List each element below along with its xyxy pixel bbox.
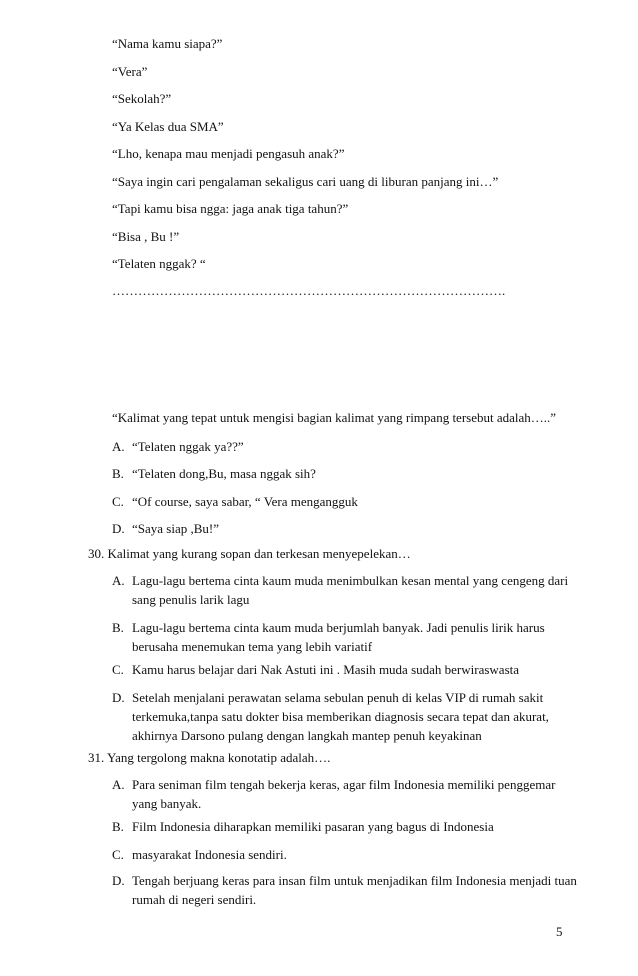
option-letter: C.: [112, 847, 124, 862]
option-text: Kamu harus belajar dari Nak Astuti ini . Masih muda sudah berwiraswasta: [132, 662, 520, 677]
option-letter: C.: [112, 494, 124, 509]
option-text: Lagu-lagu bertema cinta kaum muda menimbulkan kesan mental yang cengeng dari sang penulis larik lagu: [132, 573, 569, 607]
option-letter: B.: [112, 819, 124, 834]
dialog-line: “Lho, kenapa mau menjadi pengasuh anak?”: [112, 146, 345, 161]
q31-option-b: [112, 817, 582, 836]
q29-option-d: [112, 519, 582, 538]
option-letter: C.: [112, 662, 124, 677]
dialog-line: “Vera”: [112, 64, 148, 79]
option-letter: A.: [112, 777, 125, 792]
q31-option-a: [112, 775, 582, 813]
question-29-prompt: “Kalimat yang tepat untuk mengisi bagian kalimat yang rimpang tersebut adalah…..”: [112, 410, 557, 425]
option-letter: B.: [112, 466, 124, 481]
option-letter: D.: [112, 521, 125, 536]
option-letter: D.: [112, 873, 125, 888]
option-text: Lagu-lagu bertema cinta kaum muda berjumlah banyak. Jadi penulis lirik harus berusaha menemukan tema yang lebih variatif: [132, 620, 545, 654]
q29-option-a: [112, 437, 582, 456]
q30-option-b: [112, 618, 582, 656]
q31-option-c: [112, 845, 582, 864]
q30-option-d: [112, 688, 582, 745]
dialog-line: “Bisa , Bu !”: [112, 229, 180, 244]
dialog-line: “Nama kamu siapa?”: [112, 36, 223, 51]
option-letter: A.: [112, 439, 125, 454]
option-letter: D.: [112, 690, 125, 705]
dialog-line: “Sekolah?”: [112, 91, 172, 106]
dialog-line: “Tapi kamu bisa ngga: jaga anak tiga tahun?”: [112, 201, 349, 216]
option-text: “Telaten nggak ya??”: [132, 439, 244, 454]
q31-option-d: [112, 871, 582, 909]
dialog-line: “Ya Kelas dua SMA”: [112, 119, 224, 134]
option-text: Setelah menjalani perawatan selama sebulan penuh di kelas VIP di rumah sakit terkemuka,tanpa satu dokter bisa memberikan diagnosis secara tepat dan akurat, akhirnya Darsono pulang dengan langkah mantep penuh keyakinan: [132, 690, 549, 743]
dialog-line: “Saya ingin cari pengalaman sekaligus cari uang di liburan panjang ini…”: [112, 174, 499, 189]
q30-option-a: [112, 571, 582, 609]
option-text: masyarakat Indonesia sendiri.: [132, 847, 287, 862]
q29-option-c: [112, 492, 582, 511]
q30-option-c: [112, 660, 582, 679]
option-text: Tengah berjuang keras para insan film untuk menjadikan film Indonesia menjadi tuan rumah di negeri sendiri.: [132, 873, 577, 907]
option-text: Film Indonesia diharapkan memiliki pasaran yang bagus di Indonesia: [132, 819, 494, 834]
option-letter: B.: [112, 620, 124, 635]
option-text: “Telaten dong,Bu, masa nggak sih?: [132, 466, 316, 481]
option-text: “Saya siap ,Bu!”: [132, 521, 220, 536]
q29-option-b: [112, 464, 582, 483]
question-31-prompt: 31. Yang tergolong makna konotatip adalah….: [88, 750, 331, 765]
question-30-prompt: 30. Kalimat yang kurang sopan dan terkesan menyepelekan…: [88, 546, 411, 561]
dialog-line: “Telaten nggak? “: [112, 256, 206, 271]
dialog-blank-dots: ……………………………………………………………………………….: [112, 283, 506, 298]
option-text: Para seniman film tengah bekerja keras, agar film Indonesia memiliki penggemar yang banyak.: [132, 777, 556, 811]
option-text: “Of course, saya sabar, “ Vera mengangguk: [132, 494, 358, 509]
option-letter: A.: [112, 573, 125, 588]
page-number: 5: [556, 924, 563, 939]
